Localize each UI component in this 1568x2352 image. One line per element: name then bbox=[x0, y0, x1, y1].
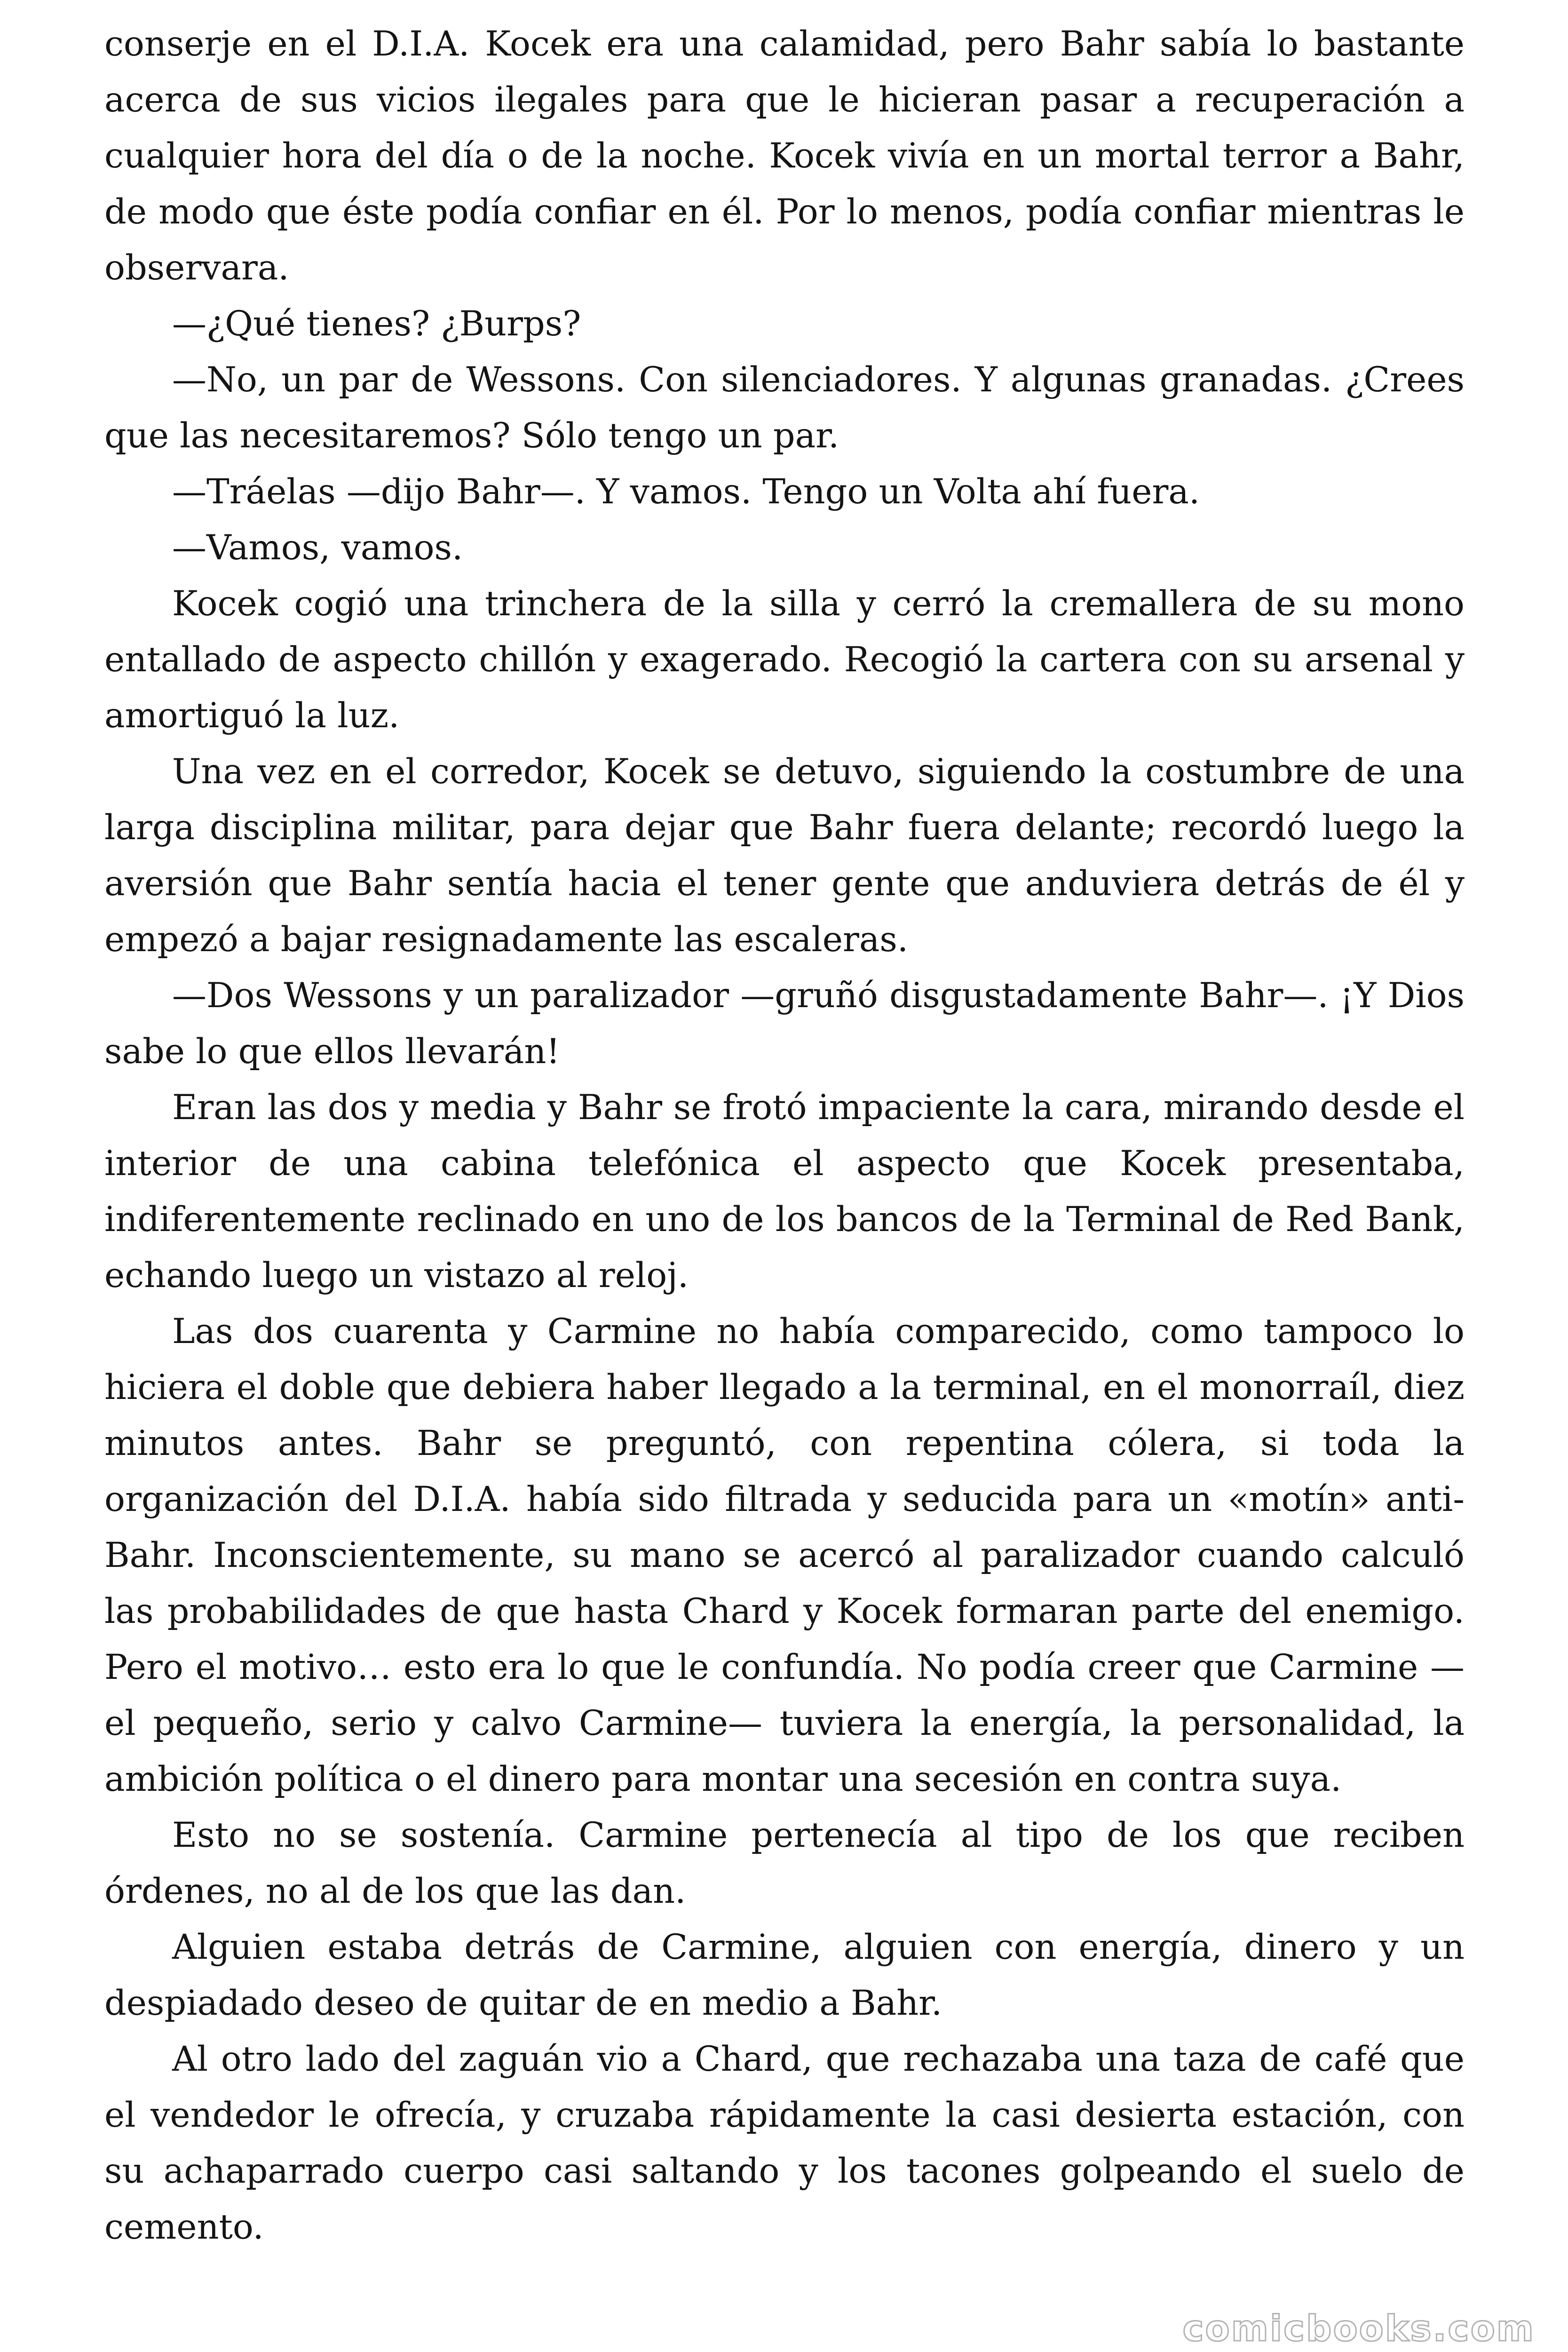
paragraph-8: —Dos Wessons y un paralizador —gruñó disgustadamente Bahr—. ¡Y Dios sabe lo que ellos llevarán! bbox=[104, 976, 1465, 1072]
paragraph-12: Alguien estaba detrás de Carmine, alguien con energía, dinero y un despiadado deseo de quitar de en medio a Bahr. bbox=[104, 1927, 1465, 2023]
page-text bbox=[104, 16, 1465, 2255]
paragraph-7: Una vez en el corredor, Kocek se detuvo, siguiendo la costumbre de una larga disciplina militar, para dejar que Bahr fuera delante; recordó luego la aversión que Bahr sentía hacia el tener gente que anduviera detrás de él y empezó a bajar resignadamente las escaleras. bbox=[104, 752, 1465, 960]
paragraph-9: Eran las dos y media y Bahr se frotó impaciente la cara, mirando desde el interior de una cabina telefónica el aspecto que Kocek presentaba, indiferentemente reclinado en uno de los bancos de la Terminal de Red Bank, echando luego un vistazo al reloj. bbox=[104, 1088, 1465, 1295]
watermark: comicbooks.com bbox=[1182, 2307, 1535, 2349]
paragraph-13: Al otro lado del zaguán vio a Chard, que rechazaba una taza de café que el vendedor le ofrecía, y cruzaba rápidamente la casi desierta estación, con su achaparrado cuerpo casi saltando y los tacones golpeando el suelo de cemento. bbox=[104, 2039, 1465, 2247]
paragraph-11: Esto no se sostenía. Carmine pertenecía al tipo de los que reciben órdenes, no al de los que las dan. bbox=[104, 1815, 1465, 1911]
paragraph-6: Kocek cogió una trinchera de la silla y cerró la cremallera de su mono entallado de aspecto chillón y exagerado. Recogió la cartera con su arsenal y amortiguó la luz. bbox=[104, 584, 1465, 736]
paragraph-4: —Tráelas —dijo Bahr—. Y vamos. Tengo un Volta ahí fuera. bbox=[172, 472, 1200, 512]
paragraph-5: —Vamos, vamos. bbox=[172, 528, 463, 568]
paragraph-2: —¿Qué tienes? ¿Burps? bbox=[172, 304, 581, 344]
paragraph-3: —No, un par de Wessons. Con silenciadores. Y algunas granadas. ¿Crees que las necesitaremos? Sólo tengo un par. bbox=[104, 360, 1465, 456]
paragraph-10: Las dos cuarenta y Carmine no había comparecido, como tampoco lo hiciera el doble que debiera haber llegado a la terminal, en el monorraíl, diez minutos antes. Bahr se preguntó, con repentina cólera, si toda la organización del D.I.A. había sido filtrada y seducida para un «motín» anti-Bahr. Inconscientemente, su mano se acercó al paralizador cuando calculó las probabilidades de que hasta Chard y Kocek formaran parte del enemigo. Pero el motivo… esto era lo que le confundía. No podía creer que Carmine —el pequeño, serio y calvo Carmine— tuviera la energía, la personalidad, la ambición política o el dinero para montar una secesión en contra suya. bbox=[104, 1311, 1465, 1799]
paragraph-1: conserje en el D.I.A. Kocek era una calamidad, pero Bahr sabía lo bastante acerca de sus vicios ilegales para que le hicieran pasar a recuperación a cualquier hora del día o de la noche. Kocek vivía en un mortal terror a Bahr, de modo que éste podía confiar en él. Por lo menos, podía confiar mientras le observara. bbox=[104, 24, 1465, 288]
